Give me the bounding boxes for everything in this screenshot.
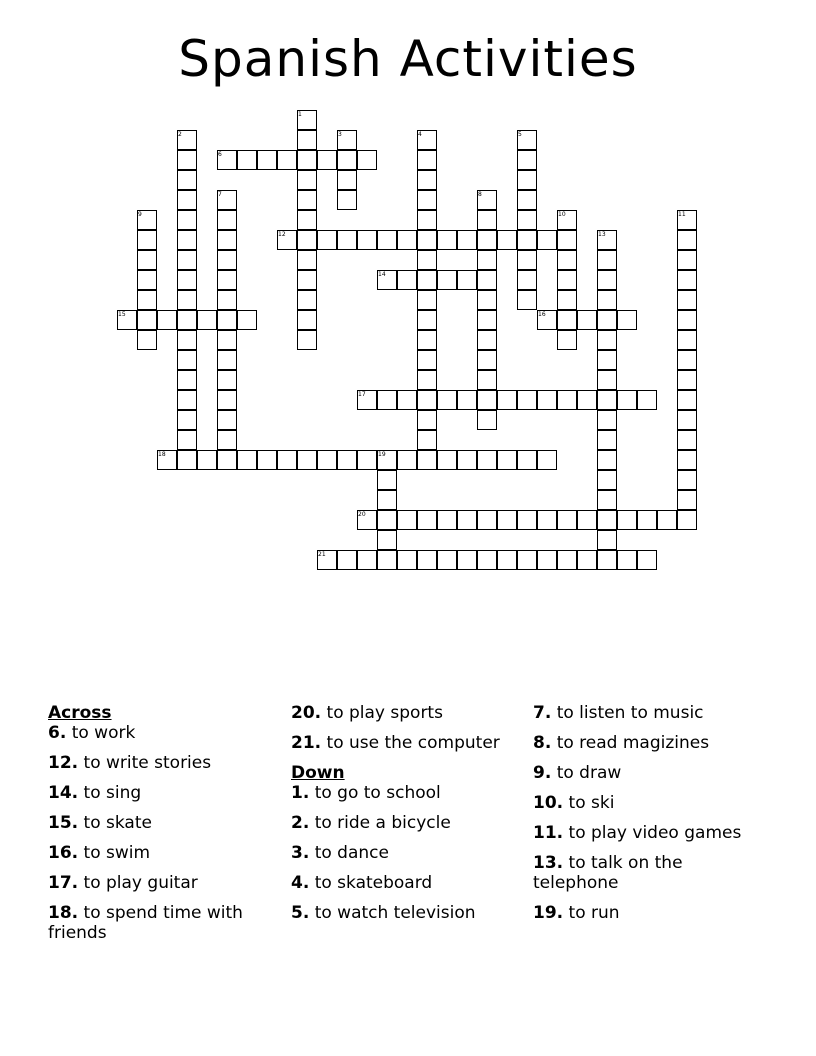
grid-cell[interactable]	[497, 230, 517, 250]
grid-cell[interactable]	[337, 550, 357, 570]
grid-cell[interactable]	[637, 510, 657, 530]
grid-cell[interactable]	[217, 210, 237, 230]
grid-cell[interactable]	[457, 550, 477, 570]
grid-cell[interactable]	[417, 310, 437, 330]
clue-number: 1.	[291, 783, 310, 803]
grid-cell[interactable]	[177, 230, 197, 250]
clue-text: to watch television	[314, 903, 476, 923]
clue-text: to play video games	[568, 823, 742, 843]
page-title: Spanish Activities	[178, 30, 638, 88]
grid-cell[interactable]	[577, 310, 597, 330]
grid-cell[interactable]	[377, 490, 397, 510]
clue-number: 21.	[291, 733, 322, 753]
grid-cell[interactable]	[217, 230, 237, 250]
cell-number: 3	[338, 131, 342, 138]
grid-cell[interactable]	[357, 450, 377, 470]
grid-cell[interactable]	[477, 370, 497, 390]
cell-number: 9	[138, 211, 142, 218]
cell-number: 12	[278, 231, 286, 238]
grid-cell[interactable]	[397, 230, 417, 250]
grid-cell[interactable]	[597, 270, 617, 290]
grid-cell[interactable]	[297, 190, 317, 210]
grid-cell[interactable]	[417, 410, 437, 430]
grid-cell[interactable]	[417, 550, 437, 570]
clue-text: to talk on the telephone	[533, 853, 683, 893]
grid-cell[interactable]	[557, 510, 577, 530]
grid-cell[interactable]	[577, 390, 597, 410]
grid-cell[interactable]	[237, 450, 257, 470]
clue-number: 15.	[48, 813, 79, 833]
grid-cell[interactable]	[257, 150, 277, 170]
clue-number: 13.	[533, 853, 564, 873]
clue-text: to read magizines	[556, 733, 710, 753]
grid-cell[interactable]	[177, 270, 197, 290]
grid-cell[interactable]	[397, 510, 417, 530]
grid-cell[interactable]	[417, 370, 437, 390]
grid-cell[interactable]	[137, 290, 157, 310]
clue-text: to swim	[83, 843, 151, 863]
grid-cell[interactable]	[177, 170, 197, 190]
grid-cell[interactable]	[517, 190, 537, 210]
grid-cell[interactable]	[417, 190, 437, 210]
clue-item	[48, 753, 284, 773]
clue-item	[291, 813, 527, 833]
clue-text: to use the computer	[326, 733, 500, 753]
grid-cell[interactable]	[357, 230, 377, 250]
clue-item	[533, 703, 769, 723]
grid-cell[interactable]	[297, 230, 317, 250]
grid-cell[interactable]	[337, 230, 357, 250]
clue-item	[48, 723, 284, 743]
grid-cell[interactable]	[417, 430, 437, 450]
clue-text: to play guitar	[83, 873, 198, 893]
grid-cell[interactable]	[137, 330, 157, 350]
cell-number: 19	[378, 451, 386, 458]
grid-cell[interactable]	[297, 310, 317, 330]
grid-cell[interactable]	[297, 290, 317, 310]
grid-cell[interactable]	[377, 470, 397, 490]
grid-cell[interactable]	[477, 210, 497, 230]
grid-cell[interactable]	[217, 370, 237, 390]
grid-cell[interactable]	[357, 150, 377, 170]
grid-cell[interactable]	[517, 230, 537, 250]
grid-cell[interactable]	[677, 390, 697, 410]
grid-cell[interactable]	[677, 450, 697, 470]
clue-text: to dance	[314, 843, 389, 863]
grid-cell[interactable]	[597, 250, 617, 270]
grid-cell[interactable]	[217, 450, 237, 470]
clue-text: to listen to music	[556, 703, 704, 723]
cell-number: 6	[218, 151, 222, 158]
grid-cell[interactable]	[497, 510, 517, 530]
grid-cell[interactable]	[317, 450, 337, 470]
grid-cell[interactable]	[377, 510, 397, 530]
grid-cell[interactable]	[217, 270, 237, 290]
grid-cell[interactable]	[677, 290, 697, 310]
grid-cell[interactable]	[617, 310, 637, 330]
grid-cell[interactable]	[417, 510, 437, 530]
clue-number: 3.	[291, 843, 310, 863]
grid-cell[interactable]	[457, 450, 477, 470]
grid-cell[interactable]	[417, 230, 437, 250]
grid-cell[interactable]	[597, 290, 617, 310]
cell-number: 16	[538, 311, 546, 318]
grid-cell[interactable]	[577, 510, 597, 530]
grid-cell[interactable]	[517, 250, 537, 270]
grid-cell[interactable]	[297, 450, 317, 470]
grid-cell[interactable]	[617, 390, 637, 410]
grid-cell[interactable]	[177, 330, 197, 350]
grid-cell[interactable]	[297, 170, 317, 190]
grid-cell[interactable]	[217, 310, 237, 330]
grid-cell[interactable]	[377, 550, 397, 570]
grid-cell[interactable]	[297, 330, 317, 350]
grid-cell[interactable]	[477, 390, 497, 410]
grid-cell[interactable]	[437, 550, 457, 570]
cell-number: 13	[598, 231, 606, 238]
clue-text: to run	[568, 903, 620, 923]
grid-cell[interactable]	[177, 390, 197, 410]
clue-number: 10.	[533, 793, 564, 813]
grid-cell[interactable]	[337, 170, 357, 190]
grid-cell[interactable]	[517, 390, 537, 410]
grid-cell[interactable]	[417, 170, 437, 190]
grid-cell[interactable]	[217, 290, 237, 310]
grid-cell[interactable]	[677, 490, 697, 510]
grid-cell[interactable]	[597, 310, 617, 330]
clue-number: 4.	[291, 873, 310, 893]
grid-cell[interactable]	[437, 450, 457, 470]
cell-number: 2	[178, 131, 182, 138]
grid-cell[interactable]	[517, 510, 537, 530]
grid-cell[interactable]	[677, 410, 697, 430]
grid-cell[interactable]	[477, 550, 497, 570]
clue-text: to play sports	[326, 703, 443, 723]
clue-text: to work	[71, 723, 136, 743]
grid-cell[interactable]	[177, 370, 197, 390]
grid-cell[interactable]	[297, 250, 317, 270]
grid-cell[interactable]	[577, 550, 597, 570]
grid-cell[interactable]	[417, 210, 437, 230]
grid-cell[interactable]	[337, 450, 357, 470]
grid-cell[interactable]	[677, 230, 697, 250]
grid-cell[interactable]	[217, 330, 237, 350]
clues-column-1	[48, 703, 284, 953]
clue-item	[533, 733, 769, 753]
grid-cell[interactable]	[537, 550, 557, 570]
grid-cell[interactable]	[177, 410, 197, 430]
clue-number: 8.	[533, 733, 552, 753]
clue-number: 19.	[533, 903, 564, 923]
grid-cell[interactable]	[597, 530, 617, 550]
clue-number: 20.	[291, 703, 322, 723]
grid-cell[interactable]	[457, 390, 477, 410]
grid-cell[interactable]	[457, 270, 477, 290]
grid-cell[interactable]	[557, 230, 577, 250]
grid-cell[interactable]	[437, 230, 457, 250]
cell-number: 15	[118, 311, 126, 318]
clue-item	[48, 873, 284, 893]
clue-item	[533, 823, 769, 843]
clue-item	[533, 853, 769, 893]
grid-cell[interactable]	[417, 450, 437, 470]
cell-number: 18	[158, 451, 166, 458]
grid-cell[interactable]	[477, 350, 497, 370]
cell-number: 1	[298, 111, 302, 118]
grid-cell[interactable]	[537, 390, 557, 410]
clue-number: 17.	[48, 873, 79, 893]
clue-text: to write stories	[83, 753, 212, 773]
cell-number: 21	[318, 551, 326, 558]
grid-cell[interactable]	[497, 450, 517, 470]
clue-item	[291, 703, 527, 723]
grid-cell[interactable]	[557, 250, 577, 270]
clue-number: 18.	[48, 903, 79, 923]
grid-cell[interactable]	[237, 150, 257, 170]
grid-cell[interactable]	[677, 470, 697, 490]
grid-cell[interactable]	[437, 510, 457, 530]
grid-cell[interactable]	[477, 510, 497, 530]
grid-cell[interactable]	[277, 450, 297, 470]
cell-number: 4	[418, 131, 422, 138]
grid-cell[interactable]	[677, 330, 697, 350]
clue-number: 16.	[48, 843, 79, 863]
grid-cell[interactable]	[497, 390, 517, 410]
grid-cell[interactable]	[217, 430, 237, 450]
clue-text: to sing	[83, 783, 142, 803]
grid-cell[interactable]	[337, 190, 357, 210]
clue-item	[291, 783, 527, 803]
grid-cell[interactable]	[137, 310, 157, 330]
grid-cell[interactable]	[257, 450, 277, 470]
grid-cell[interactable]	[417, 330, 437, 350]
clue-item	[48, 783, 284, 803]
grid-cell[interactable]	[477, 290, 497, 310]
grid-cell[interactable]	[177, 350, 197, 370]
grid-cell[interactable]	[517, 170, 537, 190]
grid-cell[interactable]	[137, 230, 157, 250]
grid-cell[interactable]	[217, 390, 237, 410]
grid-cell[interactable]	[597, 330, 617, 350]
grid-cell[interactable]	[417, 290, 437, 310]
clue-text: to skate	[83, 813, 152, 833]
grid-cell[interactable]	[177, 250, 197, 270]
cell-number: 14	[378, 271, 386, 278]
grid-cell[interactable]	[497, 550, 517, 570]
grid-cell[interactable]	[217, 250, 237, 270]
clue-text: to go to school	[314, 783, 441, 803]
grid-cell[interactable]	[517, 550, 537, 570]
grid-cell[interactable]	[617, 550, 637, 570]
grid-cell[interactable]	[477, 250, 497, 270]
clue-item	[48, 843, 284, 863]
grid-cell[interactable]	[377, 390, 397, 410]
grid-cell[interactable]	[397, 450, 417, 470]
grid-cell[interactable]	[437, 390, 457, 410]
grid-cell[interactable]	[477, 410, 497, 430]
grid-cell[interactable]	[177, 450, 197, 470]
grid-cell[interactable]	[517, 150, 537, 170]
clue-heading-down: Down	[291, 763, 345, 783]
grid-cell[interactable]	[597, 450, 617, 470]
grid-cell[interactable]	[317, 230, 337, 250]
grid-cell[interactable]	[177, 290, 197, 310]
grid-cell[interactable]	[397, 390, 417, 410]
clue-number: 7.	[533, 703, 552, 723]
grid-cell[interactable]	[557, 310, 577, 330]
grid-cell[interactable]	[297, 270, 317, 290]
grid-cell[interactable]	[317, 150, 337, 170]
clues-column-2	[291, 703, 527, 933]
grid-cell[interactable]	[557, 550, 577, 570]
clue-number: 5.	[291, 903, 310, 923]
grid-cell[interactable]	[517, 270, 537, 290]
grid-cell[interactable]	[297, 150, 317, 170]
grid-cell[interactable]	[297, 130, 317, 150]
grid-cell[interactable]	[517, 210, 537, 230]
grid-cell[interactable]	[677, 250, 697, 270]
grid-cell[interactable]	[597, 510, 617, 530]
grid-cell[interactable]	[557, 270, 577, 290]
clue-item	[533, 903, 769, 923]
grid-cell[interactable]	[377, 530, 397, 550]
grid-cell[interactable]	[677, 510, 697, 530]
grid-cell[interactable]	[597, 470, 617, 490]
cell-number: 8	[478, 191, 482, 198]
cell-number: 17	[358, 391, 366, 398]
grid-cell[interactable]	[477, 230, 497, 250]
clue-number: 9.	[533, 763, 552, 783]
clue-heading-across: Across	[48, 703, 112, 723]
grid-cell[interactable]	[557, 290, 577, 310]
grid-cell[interactable]	[677, 370, 697, 390]
clue-text: to ski	[568, 793, 615, 813]
grid-cell[interactable]	[417, 270, 437, 290]
grid-cell[interactable]	[677, 350, 697, 370]
grid-cell[interactable]	[177, 150, 197, 170]
clue-item	[291, 873, 527, 893]
clue-item	[533, 763, 769, 783]
grid-cell[interactable]	[137, 250, 157, 270]
clue-item	[291, 733, 527, 753]
grid-cell[interactable]	[197, 450, 217, 470]
grid-cell[interactable]	[537, 230, 557, 250]
grid-cell[interactable]	[597, 390, 617, 410]
grid-cell[interactable]	[137, 270, 157, 290]
grid-cell[interactable]	[557, 330, 577, 350]
grid-cell[interactable]	[637, 550, 657, 570]
grid-cell[interactable]	[417, 350, 437, 370]
clue-number: 12.	[48, 753, 79, 773]
cell-number: 7	[218, 191, 222, 198]
grid-cell[interactable]	[457, 510, 477, 530]
cell-number: 11	[678, 211, 686, 218]
cell-number: 20	[358, 511, 366, 518]
grid-cell[interactable]	[657, 510, 677, 530]
grid-cell[interactable]	[277, 150, 297, 170]
clue-item	[291, 903, 527, 923]
grid-cell[interactable]	[397, 550, 417, 570]
grid-cell[interactable]	[477, 270, 497, 290]
grid-cell[interactable]	[537, 450, 557, 470]
grid-cell[interactable]	[517, 290, 537, 310]
grid-cell[interactable]	[617, 510, 637, 530]
grid-cell[interactable]	[637, 390, 657, 410]
grid-cell[interactable]	[597, 490, 617, 510]
grid-cell[interactable]	[537, 510, 557, 530]
grid-cell[interactable]	[597, 550, 617, 570]
cell-number: 5	[518, 131, 522, 138]
grid-cell[interactable]	[477, 310, 497, 330]
clue-text: to spend time with friends	[48, 903, 243, 943]
clues-column-3	[533, 703, 769, 933]
grid-cell[interactable]	[417, 250, 437, 270]
clue-text: to draw	[556, 763, 622, 783]
grid-cell[interactable]	[517, 450, 537, 470]
clue-item	[48, 903, 284, 943]
grid-cell[interactable]	[197, 310, 217, 330]
clue-item	[291, 843, 527, 863]
grid-cell[interactable]	[217, 350, 237, 370]
grid-cell[interactable]	[677, 310, 697, 330]
clue-item	[48, 813, 284, 833]
grid-cell[interactable]	[297, 210, 317, 230]
clue-text: to skateboard	[314, 873, 433, 893]
clue-number: 6.	[48, 723, 67, 743]
cell-number: 10	[558, 211, 566, 218]
grid-cell[interactable]	[377, 230, 397, 250]
grid-cell[interactable]	[417, 390, 437, 410]
grid-cell[interactable]	[337, 150, 357, 170]
grid-cell[interactable]	[437, 270, 457, 290]
grid-cell[interactable]	[177, 310, 197, 330]
grid-cell[interactable]	[677, 430, 697, 450]
grid-cell[interactable]	[477, 450, 497, 470]
clue-number: 11.	[533, 823, 564, 843]
grid-cell[interactable]	[177, 210, 197, 230]
grid-cell[interactable]	[457, 230, 477, 250]
grid-cell[interactable]	[417, 150, 437, 170]
grid-cell[interactable]	[217, 410, 237, 430]
grid-cell[interactable]	[677, 270, 697, 290]
grid-cell[interactable]	[597, 370, 617, 390]
grid-cell[interactable]	[597, 410, 617, 430]
grid-cell[interactable]	[477, 330, 497, 350]
grid-cell[interactable]	[157, 310, 177, 330]
clue-text: to ride a bicycle	[314, 813, 451, 833]
grid-cell[interactable]	[177, 190, 197, 210]
grid-cell[interactable]	[397, 270, 417, 290]
grid-cell[interactable]	[237, 310, 257, 330]
clue-number: 2.	[291, 813, 310, 833]
grid-cell[interactable]	[357, 550, 377, 570]
grid-cell[interactable]	[597, 350, 617, 370]
grid-cell[interactable]	[557, 390, 577, 410]
clue-item	[533, 793, 769, 813]
grid-cell[interactable]	[597, 430, 617, 450]
grid-cell[interactable]	[177, 430, 197, 450]
clue-number: 14.	[48, 783, 79, 803]
